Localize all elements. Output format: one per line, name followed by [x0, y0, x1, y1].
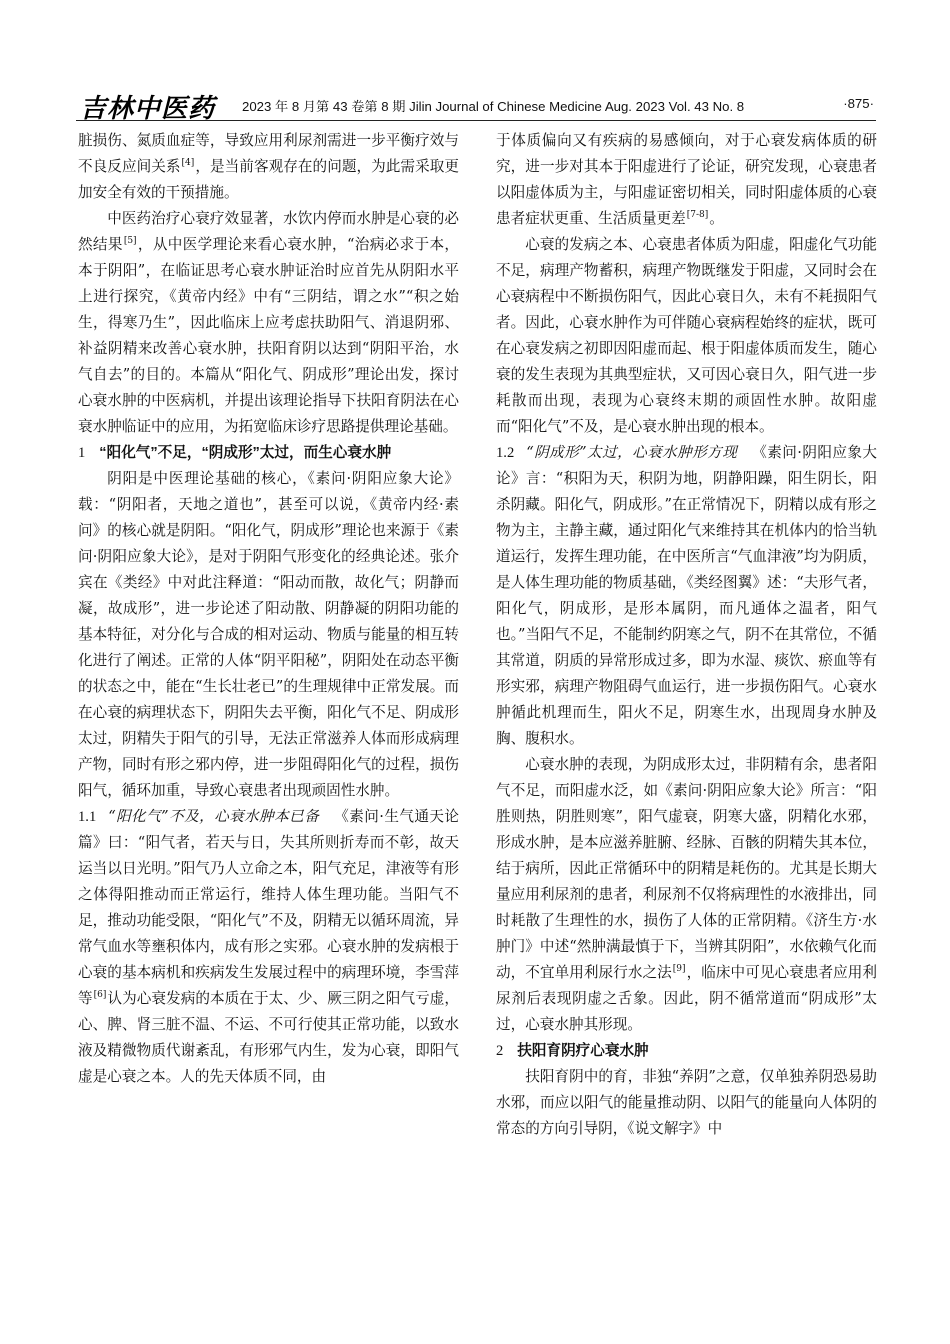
- paragraph: 阴阳是中医理论基础的核心，《素问·阴阳应象大论》载：“阴阳者，天地之道也”，甚至可以说，《黄帝内经·素问》的核心就是阴阳。“阳化气，阴成形”理论也来源于《素问·阴阳应象大论》，是对于阴阳气形变化的经典论述。张介宾在《类经》中对此注释道：“阳动而散，故化气；阴静而凝，故成形”，进一步论述了阳动散、阴静凝的阴阳功能的基本特征，对分化与合成的相对运动、物质与能量的相互转化进行了阐述。正常的人体“阴平阳秘”，阴阳处在动态平衡的状态之中，能在“生长壮老已”的生理规律中正常发展。而在心衰的病理状态下，阴阳失去平衡，阳化气不足、阴成形太过，阴精失于阳气的引导，无法正常滋养人体而形成病理产物，同时有形之邪内停，进一步阻碍阳化气的过程，损伤阳气，循环加重，导致心衰患者出现顽固性水肿。: [78, 470, 459, 799]
- section-heading: 2 扶阳育阴疗心衰水肿: [496, 1043, 649, 1059]
- subsection-number: 1.2: [496, 445, 515, 461]
- citation: [7-8]: [686, 210, 709, 221]
- journal-logo: 吉林中医药: [80, 94, 216, 124]
- citation: [4]: [181, 158, 195, 169]
- citation: [9]: [672, 964, 686, 975]
- paragraph: 心衰水肿的表现，为阴成形太过，非阴精有余，患者阳气不足，而阳虚水泛，如《素问·阴阳应象大论》所言：“阳胜则热，阴胜则寒”，阳气虚衰，阴寒大盛，阴精化水邪，形成水肿，是本应滋养脏腑、经脉、百骸的阴精失其本位，结于病所，因此正常循环中的阴精是耗伤的。尤其是长期大量应用利尿剂的患者，利尿剂不仅将病理性的水液排出，同时耗散了生理性的水，损伤了人体的正常阴精。《济生方·水肿门》中述“然肿满最慎于下，当辨其阴阳”，水依赖气化而动，不宜单用利尿行水之法[9]，临床中可见心衰患者应用利尿剂后表现阴虚之舌象。因此，阴不循常道而“阴成形”太过，心衰水肿其形现。: [496, 756, 877, 1033]
- subsection-title: “阳化气”不及，心衰水肿本已备: [108, 808, 320, 825]
- subsection-paragraph: 1.1 “阳化气”不及，心衰水肿本已备 《素问·生气通天论篇》曰：“阳气者，若天与日，失其所则折寿而不彰，故天运当以日光明。”阳气乃人立命之本，阳气充足，津液等有形之体得阳推动而正常运行，维持人体生理功能。当阳气不足，推动功能受限，“阳化气”不及，阴精无以循环周流，异常气血水等壅积体内，成有形之实邪。心衰水肿的发病根于心衰的基本病机和疾病发生发展过程中的病理环境，李雪萍等[6]认为心衰发病的本质在于太、少、厥三阴之阳气亏虚，心、脾、肾三脏不温、不运、不可行使其正常功能，以致水液及精微物质代谢紊乱，有形邪气内生，发为心衰，即阳气虚是心衰之本。人的先天体质不同，由: [78, 808, 459, 1085]
- paragraph: 扶阳育阴中的育，非独“养阴”之意，仅单独养阴恐易助水邪，而应以阳气的能量推动阴、以阳气的能量向人体阴的常态的方向引导阴，《说文解字》中: [496, 1068, 877, 1137]
- subsection-paragraph: 1.2 “阴成形”太过，心衰水肿形方现 《素问·阴阳应象大论》言：“积阳为天，积阴为地，阴静阳躁，阳生阴长，阳杀阴藏。阳化气，阴成形。”在正常情况下，阴精以成有形之物为主，主静主藏，通过阳化气来维持其在机体内的恰当轨道运行，发挥生理功能，在中医所言“气血津液”均为阴质，是人体生理功能的物质基础，《类经图翼》述：“夫形气者，阳化气，阴成形，是形本属阴，而凡通体之温者，阳气也。”当阳气不足，不能制约阴寒之气，阴不在其常位，不循其常道，阴质的异常形成过多，即为水湿、痰饮、瘀血等有形实邪，病理产物阻碍气血运行，进一步损伤阳气。心衰水肿循此机理而生，阳火不足，阴寒生水，出现周身水肿及胸、腹积水。: [496, 444, 877, 747]
- paragraph: 脏损伤、氮质血症等，导致应用利尿剂需进一步平衡疗效与不良反应间关系[4]，是当前客观存在的问题，为此需采取更加安全有效的干预措施。: [78, 132, 459, 201]
- paragraph: 中医药治疗心衰疗效显著，水饮内停而水肿是心衰的必然结果[5]，从中医学理论来看心衰水肿，“治病必求于本，本于阴阳”，在临证思考心衰水肿证治时应首先从阴阳水平上进行探究，《黄帝内经》中有“三阴结，谓之水”“积之始生，得寒乃生”，因此临床上应考虑扶助阳气、消退阴邪、补益阴精来改善心衰水肿，扶阳育阴以达到“阴阳平治，水气自去”的目的。本篇从“阳化气、阴成形”理论出发，探讨心衰水肿的中医病机，并提出该理论指导下扶阳育阴法在心衰水肿临证中的应用，为拓宽临床诊疗思路提供理论基础。: [78, 210, 459, 435]
- page-number: ·875·: [843, 96, 874, 111]
- subsection-title: “阴成形”太过，心衰水肿形方现: [526, 444, 738, 461]
- citation: [5]: [123, 236, 137, 247]
- paragraph: 于体质偏向又有疾病的易感倾向，对于心衰发病体质的研究，进一步对其本于阳虚进行了论证，研究发现，心衰患者以阳虚体质为主，与阳虚证密切相关，同时阳虚体质的心衰患者症状更重、生活质量更差[7-8]。: [496, 132, 877, 227]
- left-column: [78, 128, 459, 1090]
- citation: [6]: [93, 990, 107, 1001]
- journal-issue-line: 2023 年 8 月第 43 卷第 8 期 Jilin Journal of Chinese Medicine Aug. 2023 Vol. 43 No. 8: [242, 99, 745, 114]
- paragraph: 心衰的发病之本、心衰患者体质为阳虚，阳虚化气功能不足，病理产物蓄积，病理产物既继发于阳虚，又同时会在心衰病程中不断损伤阳气，因此心衰日久，未有不耗损阳气者。因此，心衰水肿作为可伴随心衰病程始终的症状，既可在心衰发病之初即因阳虚而起、根于阳虚体质而发生，随心衰的发生表现为其典型症状，又可因心衰日久，阳气进一步耗散而出现，表现为心衰终末期的顽固性水肿。故阳虚而“阳化气”不及，是心衰水肿出现的根本。: [496, 236, 877, 435]
- header-rule: [76, 120, 876, 121]
- section-heading: 1 “阳化气”不足，“阴成形”太过，而生心衰水肿: [78, 445, 392, 461]
- running-header: [76, 86, 876, 124]
- subsection-number: 1.1: [78, 809, 97, 825]
- right-column: [496, 128, 877, 1142]
